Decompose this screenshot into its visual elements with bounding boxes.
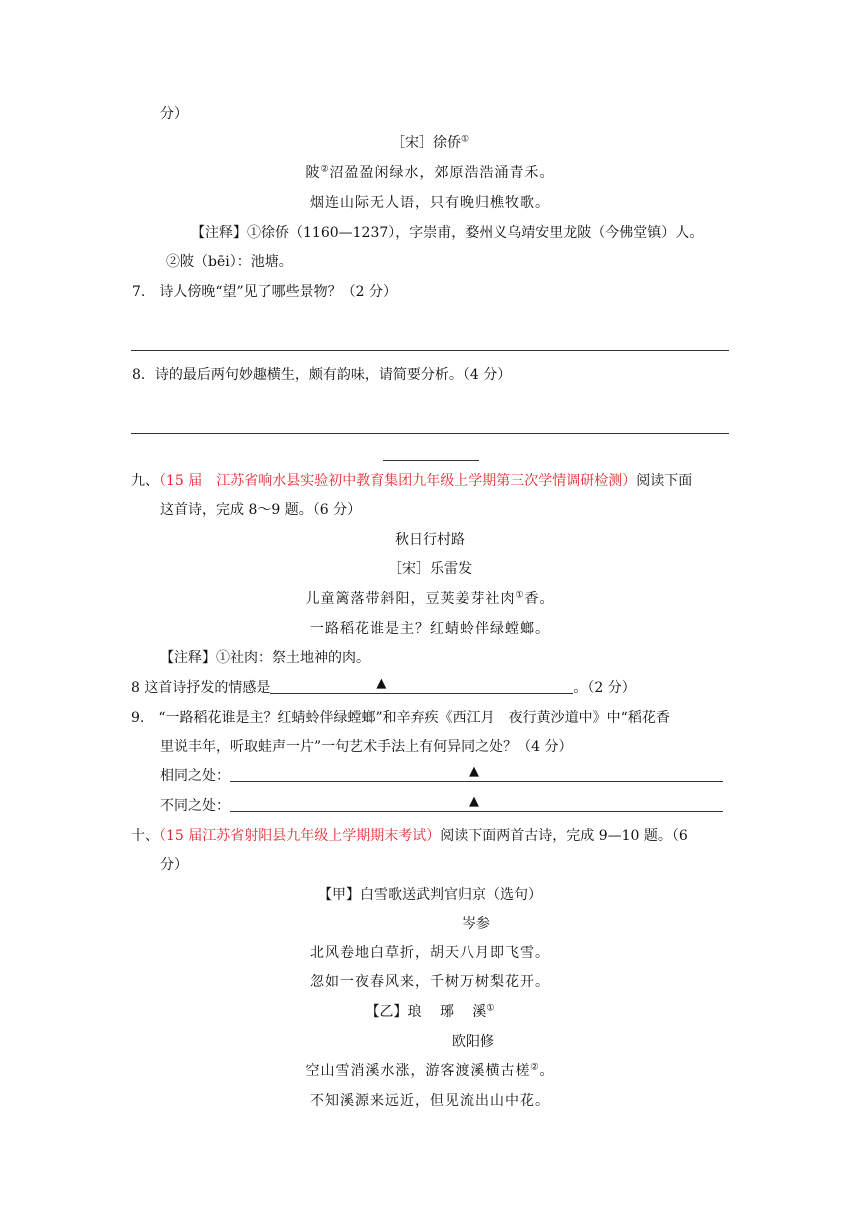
poem2-author: ［宋］乐雷发	[388, 561, 472, 577]
poemB-line-1	[0, 1061, 860, 1081]
poemB-author: 欧阳修	[452, 1034, 494, 1050]
question-9-line-2: 里说丰年，听取蛙声一片”一句艺术手法上有何异同之处？（4 分）	[160, 739, 573, 755]
section-10-intro: 阅读下面两首古诗，完成 9—10 题。（6	[440, 828, 688, 844]
footnote-mark: ①	[460, 134, 470, 145]
divider	[383, 460, 479, 461]
footnote-mark: ①	[486, 1003, 495, 1014]
diff-answer-row	[160, 796, 723, 816]
section-9-intro: 阅读下面	[636, 473, 693, 489]
triangle-marker-icon: ▲	[376, 676, 387, 691]
poem2-line-1-b: 香。	[524, 591, 555, 607]
poem1-note-1: 【注释】①徐侨（1160—1237），字崇甫，婺州义乌靖安里龙陂（今佛堂镇）人。	[191, 225, 704, 241]
footnote-mark: ②	[320, 164, 330, 175]
poem1-line-1	[0, 163, 860, 183]
poem2-line-1-a: 儿童篱落带斜阳，豆荚姜芽社肉	[305, 591, 516, 607]
poem2-note: 【注释】①社肉：祭土地神的肉。	[160, 650, 370, 666]
question-9-line-1: 9. “一路稻花谁是主？红蜻蛉伴绿螳螂”和辛弃疾《西江月 夜行黄沙道中》中“稻花香	[131, 710, 670, 726]
section-10-source: （15 届江苏省射阳县九年级上学期期末考试）	[159, 828, 441, 844]
poem1-line-2: 烟连山际无人语，只有晚归樵牧歌。	[310, 195, 550, 211]
section-9-intro-cont: 这首诗，完成 8～9 题。（6 分）	[160, 502, 362, 518]
poemB-title-text: 【乙】琅 琊 溪	[365, 1004, 487, 1020]
section-10-heading	[131, 826, 688, 846]
poemB-title	[0, 1002, 860, 1022]
poemB-line-1-b: 。	[539, 1063, 555, 1079]
poemA-author: 岑参	[462, 916, 490, 932]
same-label: 相同之处：	[160, 768, 230, 784]
poem1-line-1-a: 陂	[305, 165, 321, 181]
answer-blank-diff[interactable]	[230, 796, 723, 812]
poemA-line-2: 忽如一夜春风来，千树万树梨花开。	[310, 974, 550, 990]
poem1-author-text: ［宋］徐侨	[390, 135, 461, 151]
poemB-line-1-a: 空山雪消溪水涨，游客渡溪横古槎	[305, 1063, 531, 1079]
question-8b-suffix: 。（2 分）	[573, 680, 636, 696]
question-7: 7. 诗人傍晚“望”见了哪些景物？（2 分）	[132, 284, 398, 300]
section-9-number: 九、	[131, 473, 159, 489]
poemB-line-2: 不知溪源来远近，但见流出山中花。	[310, 1093, 550, 1109]
footnote-mark: ①	[515, 590, 525, 601]
poem2-line-1	[0, 589, 860, 609]
section-9-source: （15 届 江苏省响水县实验初中教育集团九年级上学期第三次学情调研检测）	[159, 473, 637, 489]
same-answer-row	[160, 766, 723, 786]
answer-blank-q8b[interactable]	[270, 678, 573, 694]
poem1-line-1-b: 沼盈盈闲绿水，郊原浩浩涌青禾。	[329, 165, 555, 181]
question-8b	[131, 678, 636, 698]
diff-label: 不同之处：	[160, 798, 230, 814]
answer-line-q8[interactable]	[131, 433, 729, 434]
poem2-title: 秋日行村路	[395, 532, 465, 548]
question-8: 8．诗的最后两句妙趣横生，颇有韵味，请简要分析。（4 分）	[132, 367, 512, 383]
poem1-dynasty-author	[0, 133, 860, 153]
answer-blank-same[interactable]	[230, 766, 723, 782]
section-9-heading	[131, 471, 692, 491]
triangle-marker-icon: ▲	[469, 794, 479, 809]
section-10-number: 十、	[131, 828, 159, 844]
question-8b-prefix: 8 这首诗抒发的情感是	[131, 680, 271, 696]
poemA-line-1: 北风卷地白草折，胡天八月即飞雪。	[310, 945, 550, 961]
poem1-note-2: ②陂（bēi）：池塘。	[166, 254, 293, 270]
section-10-intro-cont: 分）	[160, 857, 188, 873]
triangle-marker-icon: ▲	[469, 764, 479, 779]
poem2-line-2: 一路稻花谁是主？红蜻蛉伴绿螳螂。	[310, 621, 550, 637]
footnote-mark: ②	[530, 1062, 540, 1073]
poemA-title: 【甲】白雪歌送武判官归京（选句）	[318, 887, 542, 903]
question-continuation: 分）	[160, 106, 188, 122]
answer-line-q7[interactable]	[131, 350, 729, 351]
